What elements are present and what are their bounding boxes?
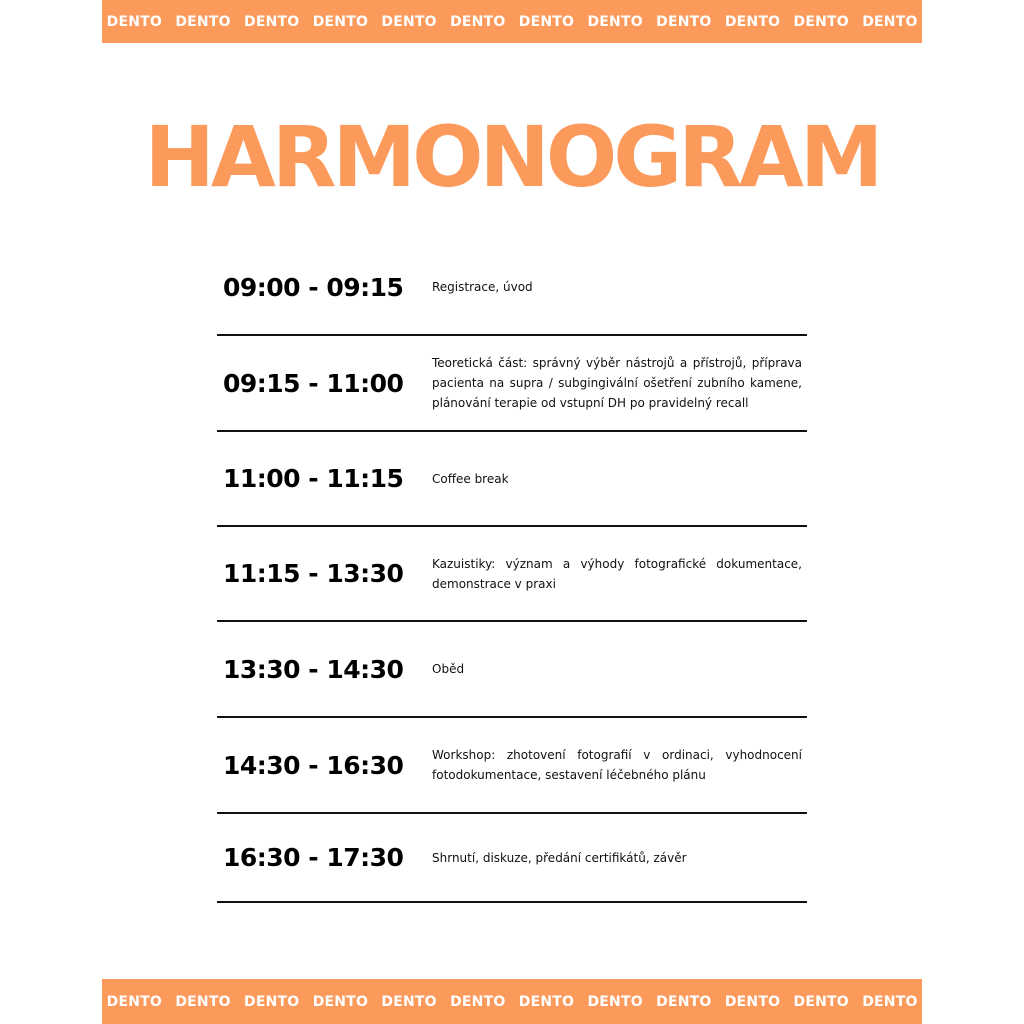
brand-label: DENTO bbox=[862, 993, 918, 1010]
schedule-row bbox=[217, 718, 807, 814]
activity-description: Registrace, úvod bbox=[432, 280, 533, 294]
brand-label: DENTO bbox=[518, 993, 575, 1010]
brand-label: DENTO bbox=[724, 993, 781, 1010]
brand-label: DENTO bbox=[587, 993, 643, 1010]
brand-label: DENTO bbox=[381, 993, 437, 1010]
schedule-row bbox=[217, 336, 807, 432]
brand-label: DENTO bbox=[862, 13, 918, 30]
bottom-brand-band bbox=[102, 979, 922, 1024]
brand-label: DENTO bbox=[175, 13, 231, 30]
activity-description: Teoretická část: správný výběr nástrojů a přístrojů, příprava pacienta na supra / subgingivální ošetření zubního kamene, plánování terapie od vstupní DH po pravidelný recall bbox=[432, 356, 802, 410]
schedule-row bbox=[217, 240, 807, 336]
brand-label: DENTO bbox=[587, 13, 643, 30]
brand-label: DENTO bbox=[175, 993, 231, 1010]
time-range: 13:30 - 14:30 bbox=[223, 654, 404, 684]
time-range: 09:00 - 09:15 bbox=[223, 272, 404, 302]
brand-label: DENTO bbox=[793, 993, 849, 1010]
brand-label: DENTO bbox=[106, 993, 163, 1010]
brand-label: DENTO bbox=[312, 993, 369, 1010]
schedule-row bbox=[217, 432, 807, 527]
brand-label: DENTO bbox=[793, 13, 849, 30]
brand-label: DENTO bbox=[312, 13, 369, 30]
brand-label: DENTO bbox=[244, 993, 300, 1010]
time-range: 14:30 - 16:30 bbox=[223, 750, 404, 780]
time-range: 16:30 - 17:30 bbox=[223, 843, 404, 872]
activity-description: Coffee break bbox=[432, 471, 509, 486]
schedule-row bbox=[217, 527, 807, 622]
time-range: 09:15 - 11:00 bbox=[223, 368, 404, 398]
schedule-row bbox=[217, 814, 807, 903]
brand-label: DENTO bbox=[450, 13, 506, 30]
brand-label: DENTO bbox=[656, 993, 712, 1010]
brand-label: DENTO bbox=[518, 13, 575, 30]
brand-label: DENTO bbox=[656, 13, 712, 30]
brand-label: DENTO bbox=[106, 13, 163, 30]
brand-label: DENTO bbox=[724, 13, 781, 30]
time-range: 11:00 - 11:15 bbox=[223, 464, 404, 493]
activity-description: Kazuistiky: význam a výhody fotografické dokumentace, demonstrace v praxi bbox=[432, 556, 802, 591]
activity-description: Workshop: zhotovení fotografií v ordinaci, vyhodnocení fotodokumentace, sestavení léčebného plánu bbox=[432, 748, 802, 782]
page-title: HARMONOGRAM bbox=[144, 108, 880, 206]
brand-label: DENTO bbox=[381, 13, 437, 30]
schedule-list bbox=[217, 240, 807, 903]
activity-description: Oběd bbox=[432, 662, 465, 676]
time-range: 11:15 - 13:30 bbox=[223, 559, 404, 588]
activity-description: Shrnutí, diskuze, předání certifikátů, závěr bbox=[432, 850, 687, 865]
brand-label: DENTO bbox=[450, 993, 506, 1010]
schedule-row bbox=[217, 622, 807, 718]
brand-label: DENTO bbox=[244, 13, 300, 30]
top-brand-band bbox=[102, 0, 922, 43]
